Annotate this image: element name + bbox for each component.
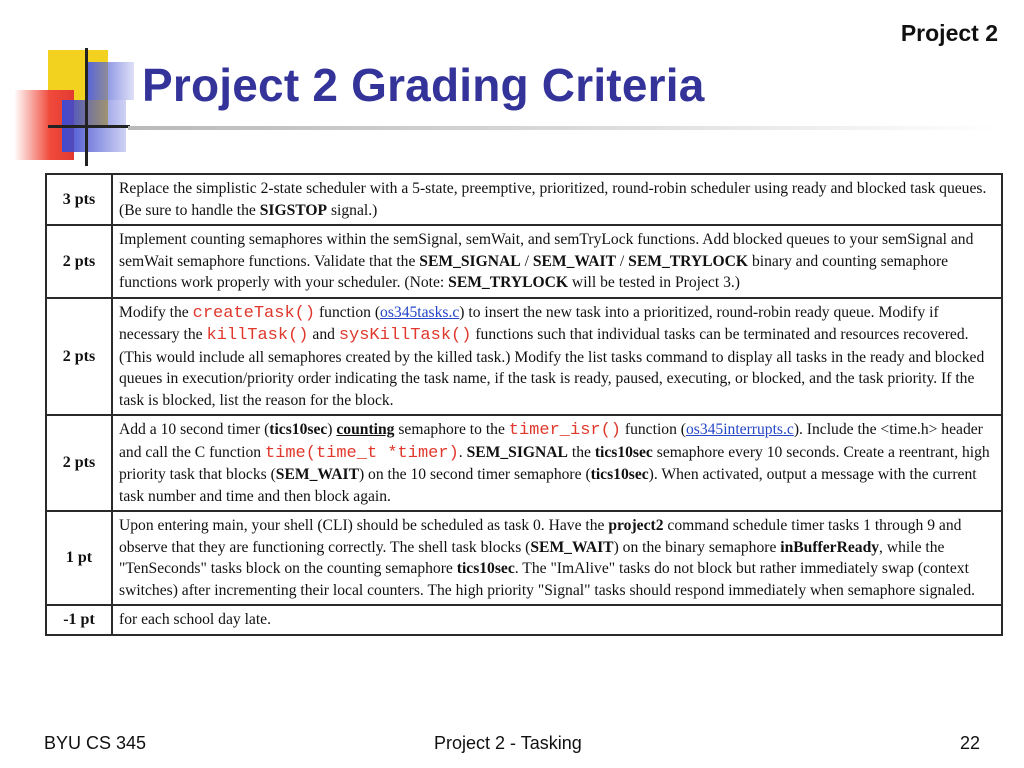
description-text: ) <box>327 421 337 438</box>
points-cell: 3 pts <box>46 174 112 225</box>
title-underline <box>128 126 998 130</box>
criteria-row <box>46 298 1002 416</box>
slide-title: Project 2 Grading Criteria <box>142 59 705 111</box>
code-function-name: sysKillTask() <box>338 326 472 345</box>
description-text: for each school day late. <box>119 611 271 628</box>
description-text: Replace the simplistic 2-state scheduler with a 5-state, preemptive, prioritized, round-robin scheduler using ready and blocked task queues. (Be sure to handle the <box>119 180 987 219</box>
description-text: will be tested in Project 3.) <box>568 274 740 291</box>
description-text: ) on the 10 second timer semaphore ( <box>358 466 591 483</box>
description-text: command schedule timer tasks 1 through 9 and observe that they are functioning correctly. The shell task blocks ( <box>119 517 962 556</box>
description-text: functions such that individual tasks can be terminated and resources recovered. (This would include all semaphores created by the killed task.) Modify the list tasks command to display all tasks in the ready and blocked queues in execution/priority order indicating the task name, if the task is ready, paused, executing, or blocked, and the task priority. If the task is blocked, list the reason for the block. <box>119 326 985 409</box>
decor-horizontal-line <box>48 125 130 128</box>
footer-course: BYU CS 345 <box>44 733 147 753</box>
description-text: function ( <box>621 421 686 438</box>
bold-term: SIGSTOP <box>259 201 328 219</box>
points-cell: 2 pts <box>46 415 112 511</box>
description-text: semaphore to the <box>394 421 509 438</box>
criteria-row <box>46 511 1002 605</box>
page-number: 22 <box>959 733 980 753</box>
code-function-name: createTask() <box>192 303 316 323</box>
decor-vertical-line <box>85 48 88 166</box>
description-text: Upon entering main, your shell (CLI) should be scheduled as task 0. Have the <box>119 517 609 534</box>
description-text: semaphore every 10 seconds. Create a reentrant, high priority task that blocks ( <box>119 443 990 483</box>
description-text: the <box>567 443 595 461</box>
description-text: ). Include the <time.h> header and call the C function <box>119 421 983 461</box>
bold-term: tics10sec <box>269 421 328 438</box>
emphasized-term: counting <box>336 421 395 438</box>
bold-term: SEM_WAIT <box>530 538 614 556</box>
bold-term: SEM_SIGNAL <box>466 443 568 461</box>
description-cell <box>112 225 1002 298</box>
description-text: ) to insert the new task into a prioritized, round-robin ready queue. Modify if necessary the <box>119 303 939 343</box>
criteria-row <box>46 415 1002 511</box>
description-text: ) on the binary semaphore <box>613 538 781 556</box>
bold-term: project2 <box>608 517 664 534</box>
description-cell <box>112 511 1002 605</box>
description-text: Add a 10 second timer ( <box>119 421 270 438</box>
criteria-table-body <box>46 174 1002 635</box>
bold-term: tics10sec <box>594 443 653 461</box>
source-file-link[interactable]: os345interrupts.c <box>685 421 794 438</box>
criteria-row <box>46 605 1002 635</box>
source-file-link[interactable]: os345tasks.c <box>380 303 460 321</box>
points-cell: 2 pts <box>46 298 112 416</box>
description-text: Modify the <box>119 303 193 321</box>
points-cell: -1 pt <box>46 605 112 635</box>
description-text: , while the "TenSeconds" tasks block on the counting semaphore <box>119 538 945 577</box>
points-cell: 1 pt <box>46 511 112 605</box>
description-cell <box>112 298 1002 416</box>
bold-term: SEM_TRYLOCK <box>628 252 749 270</box>
description-cell <box>112 605 1002 635</box>
bold-term: tics10sec <box>456 560 515 577</box>
description-text: and <box>308 326 339 343</box>
description-text: / <box>616 252 629 270</box>
description-text: Implement counting semaphores within the semSignal, semWait, and semTryLock functions. Add blocked queues to your semSignal and semWait semaphore functions. Validate that the <box>119 231 974 270</box>
criteria-row <box>46 225 1002 298</box>
bold-term: SEM_TRYLOCK <box>448 274 569 291</box>
description-text: signal.) <box>327 201 378 219</box>
description-text: . The "ImAlive" tasks do not block but rather immediately swap (context switches) after incrementing their local counters. The high priority "Signal" tasks should respond immediately when semaphore signaled. <box>119 560 976 599</box>
description-text: ). When activated, output a message with the current task number and time and then block again. <box>119 466 977 505</box>
grading-criteria-table <box>45 173 1003 636</box>
corner-label: Project 2 <box>900 20 998 46</box>
bold-term: SEM_SIGNAL <box>419 252 521 270</box>
description-cell <box>112 415 1002 511</box>
description-text: / <box>520 252 533 270</box>
points-cell: 2 pts <box>46 225 112 298</box>
description-text: function ( <box>315 303 381 321</box>
bold-term: SEM_WAIT <box>532 252 617 270</box>
description-cell <box>112 174 1002 225</box>
bold-term: tics10sec <box>590 466 649 483</box>
code-function-name: killTask() <box>206 326 309 345</box>
code-function-name: time(time_t *timer) <box>264 443 459 463</box>
decor-blue-square-top <box>88 62 134 100</box>
bold-term: SEM_WAIT <box>275 466 359 483</box>
footer-title: Project 2 - Tasking <box>434 733 582 753</box>
code-function-name: timer_isr() <box>508 421 621 440</box>
criteria-row <box>46 174 1002 225</box>
description-text: binary and counting semaphore functions work properly with your scheduler. (Note: <box>119 252 949 291</box>
description-text: . <box>458 443 467 461</box>
bold-term: inBufferReady <box>780 538 880 556</box>
